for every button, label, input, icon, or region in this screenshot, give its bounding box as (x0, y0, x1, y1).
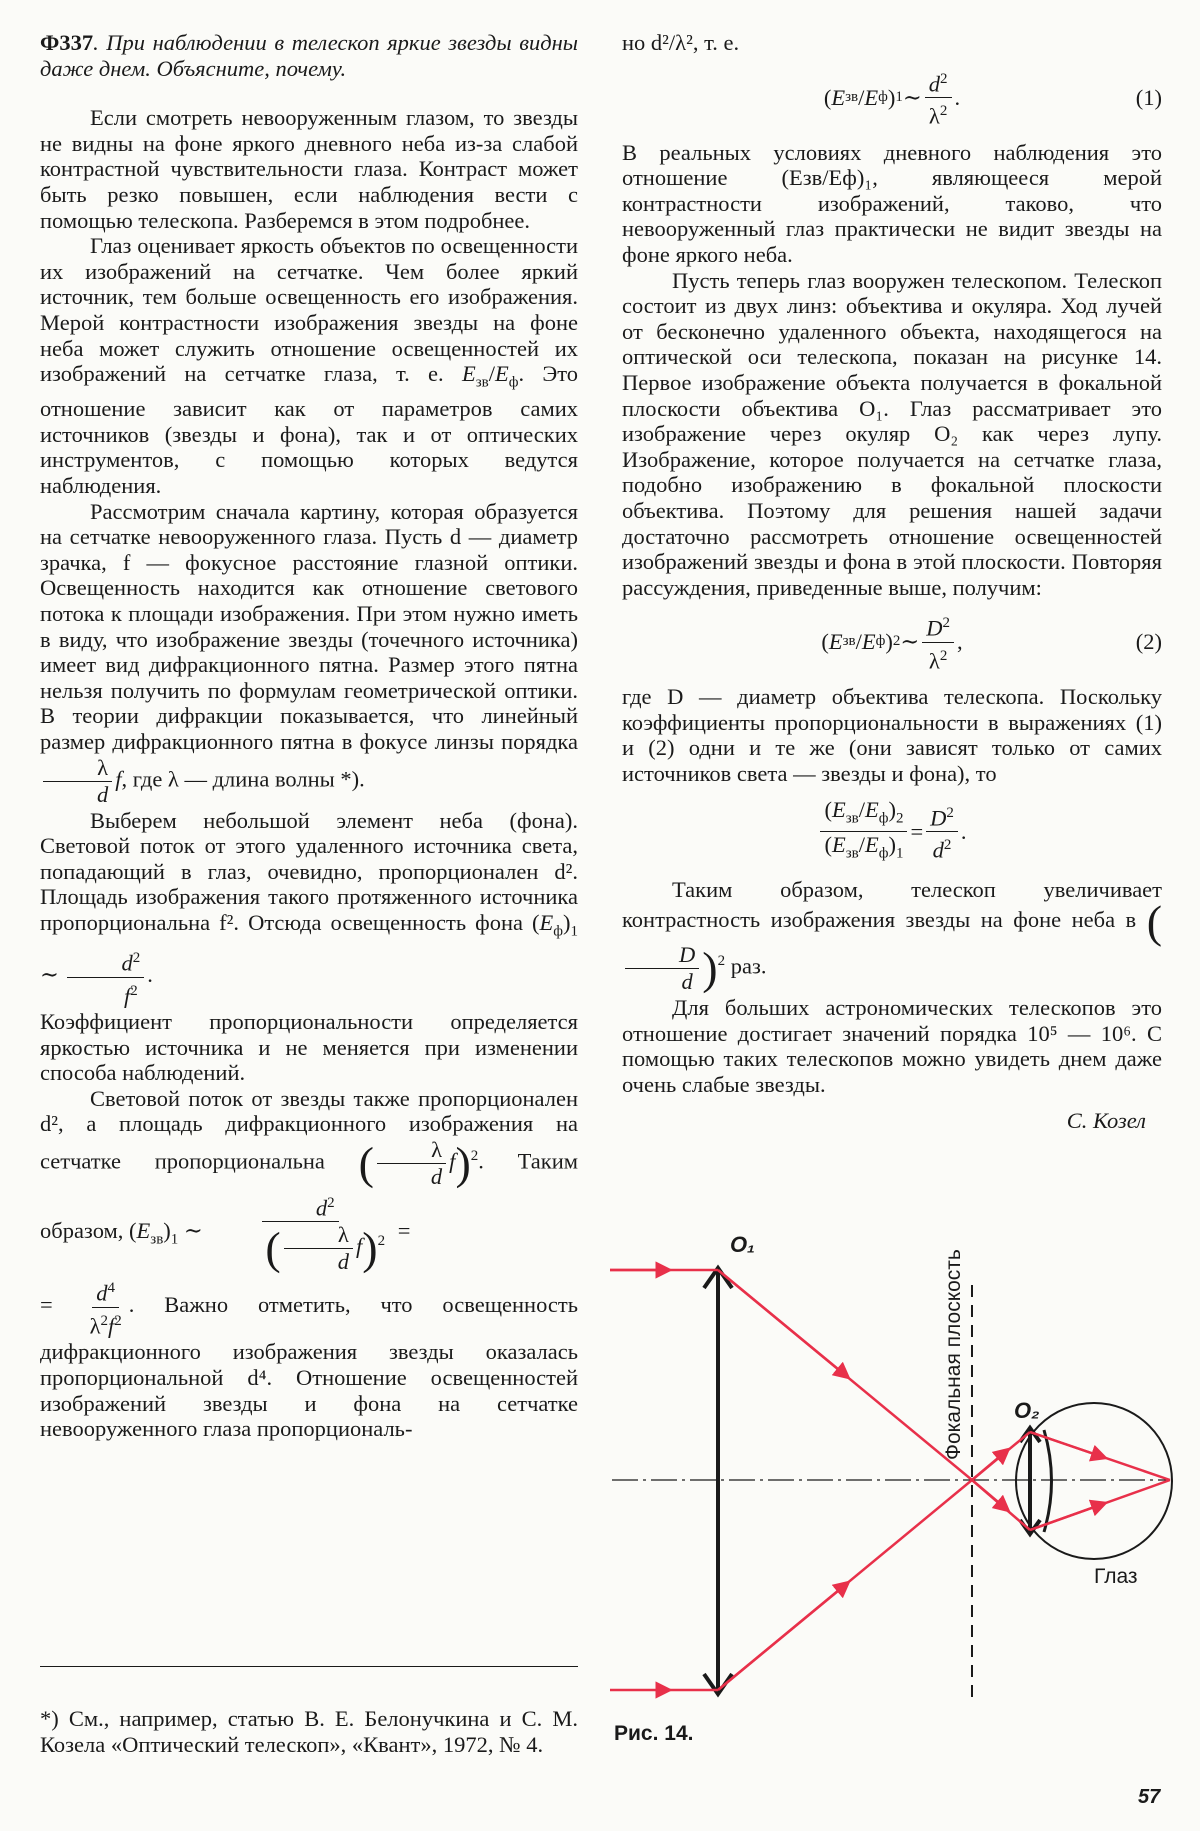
eye-label: Глаз (1094, 1565, 1138, 1588)
formula-star: $d^2$ ( $\frac{\lambda}{d}$ f)$^2$ (211, 1190, 389, 1276)
telescope-diagram (604, 1230, 1174, 1730)
paragraph: где D — диаметр объектива телескопа. Поскольку коэффициенты пропорциональности в выражениях (1) и (2) одни и те же (они зависят только от самих источников света — звезды и фона), то (622, 684, 1162, 787)
paragraph: Таким образом, телескоп увеличивает контрастность изображения звезды на фоне неба в ( $\frac{D}{d}$ )$^2$ раз. (622, 876, 1163, 995)
paragraph: В реальных условиях дневного наблюдения это отношение (Eзв/Eф)₁, являющееся мерой контрастности изображений, таково, что невооруженный глаз практически не видит звезды на фоне яркого неба. (622, 139, 1162, 267)
problem-text: При наблюдении в телескоп яркие звезды видны даже днем. Объясните, почему. (40, 30, 578, 81)
eye-circle (1016, 1403, 1172, 1559)
paragraph: Выберем небольшой элемент неба (фона). Световой поток от этого удаленного источника света, попадающий в глаз, очевидно, пропорционален d². Площадь изображения такого протяженного источника пропорциональна f². Отсюда освещенность фона $(E_ф)_1$ ∼ $\frac{d^2}{f^2}$ . (40, 807, 578, 1008)
equation-2: ( E зв / E ф ) 2 ∼ $\frac{D^2}{\lambda^2}$ , (2) (622, 610, 1162, 674)
left-column (40, 30, 578, 1442)
author: С. Козел (1066, 1107, 1146, 1133)
formula-background: $\frac{d^2}{f^2}$ (67, 945, 144, 1009)
paragraph: но d²/λ², т. е. (622, 30, 740, 55)
figure-caption: Рис. 14. (614, 1722, 694, 1745)
paragraph: Глаз оценивает яркость объектов по освещенности их изображений на сетчатке. Чем более яркий источник, тем больше освещенность его изображения. Мерой контрастности изображения звезды на фоне неба может служить отношение освещенностей их изображений на сетчатке глаза, т. е. $E_{зв}/E_ф$. Это отношение зависит как от параметров самих источников (звезды и фона), так и от оптических инструментов, с помощью которых ведутся наблюдения. (40, 233, 579, 498)
formula-lambda-over-d: $\frac{\lambda}{d}$ (43, 755, 112, 808)
paragraph: = $\frac{d^4}{\lambda^2f^2}$ . Важно отметить, что освещенность дифракционного изображения звезды оказалась пропорциональной d⁴. Отношение освещенностей изображений звезды и фона на сетчатке невооруженного глаза пропорциональ- (40, 1275, 578, 1441)
equation-ratio: $\frac{(E_{зв}/E_ф)_2}{(E_{зв}/E_ф)_1}$ = $\frac{D^2}{d^2}$ . (622, 797, 1162, 867)
problem-statement: Ф337. При наблюдении в телескоп яркие звезды видны даже днем. Объясните, почему. (40, 30, 578, 81)
paragraph: Световой поток от звезды также пропорционален d², а площадь дифракционного изображения на сетчатке пропорциональна ( $\frac{\lambda}{d}$ f)$^2$. Таким образом, $(E_{зв})_1$ ∼ $d^2$ ( $\frac{\lambda}{d}$ f)$^2$ = (40, 1085, 578, 1275)
equation-1: ( E зв / E ф ) 1 ∼ $\frac{d^2}{\lambda^2}$ . (1) (622, 66, 1162, 130)
objective-label: O₁ (730, 1232, 755, 1257)
eyepiece-label: O₂ (1014, 1398, 1040, 1423)
right-column (622, 30, 1162, 1133)
equation-number: (2) (1135, 629, 1162, 655)
paragraph: Для больших астрономических телескопов это отношение достигает значений порядка 10⁵ — 10⁶. С помощью таких телескопов можно увидеть днем даже очень слабые звезды. (622, 995, 1162, 1098)
paragraph: Если смотреть невооруженным глазом, то звезды не видны на фоне яркого дневного неба из-за слабой контрастной чувствительности глаза. Контраст может быть резко повышен, если наблюдения вести с помощью телескопа. Разберемся в этом подробнее. (40, 105, 578, 233)
paragraph: Коэффициент пропорциональности определяется яркостью источника и не меняется при изменении способа наблюдений. (40, 1009, 578, 1086)
paragraph: Пусть теперь глаз вооружен телескопом. Телескоп состоит из двух линз: объектива и окуляра. Ход лучей от бесконечно удаленного объекта, находящегося на оптической оси телескопа, показан на рисунке 14. Первое изображение объекта получается в фокальной плоскости объектива O₁. Глаз рассматривает это изображение через окуляр O₂ как через лупу. Изображение, которое получается на сетчатке глаза, подобно изображению в фокальной плоскости объектива. Поэтому для решения нашей задачи достаточно рассмотреть отношение освещенностей изображений звезды и фона в этой плоскости. Повторяя рассуждения, приведенные выше, получим: (622, 267, 1162, 600)
paragraph: Рассмотрим сначала картину, которая образуется на сетчатке невооруженного глаза. Пусть d — диаметр зрачка, f — фокусное расстояние глазной оптики. Освещенность находится как отношение светового потока к площади изображения. При этом нужно иметь в виду, что изображение звезды (точечного источника) имеет вид дифракционного пятна. Размер этого пятна нельзя получить по формулам геометрической оптики. В теории дифракции показывается, что линейный размер дифракционного пятна в фокусе линзы порядка $\frac{\lambda}{d}$ f, где λ — длина волны *). (40, 498, 578, 807)
footnote: *) См., например, статью В. Е. Белонучкина и С. М. Козела «Оптический телескоп», «Квант», 1972, № 4. (40, 1705, 578, 1757)
formula-d4: $\frac{d^4}{\lambda^2f^2}$ (86, 1275, 126, 1339)
problem-label: Ф337 (40, 30, 94, 55)
equation-number: (1) (1135, 84, 1162, 110)
focal-plane-label: Фокальная плоскость (942, 1249, 965, 1460)
footnote-divider (40, 1666, 578, 1667)
page-number: 57 (1138, 1786, 1161, 1808)
